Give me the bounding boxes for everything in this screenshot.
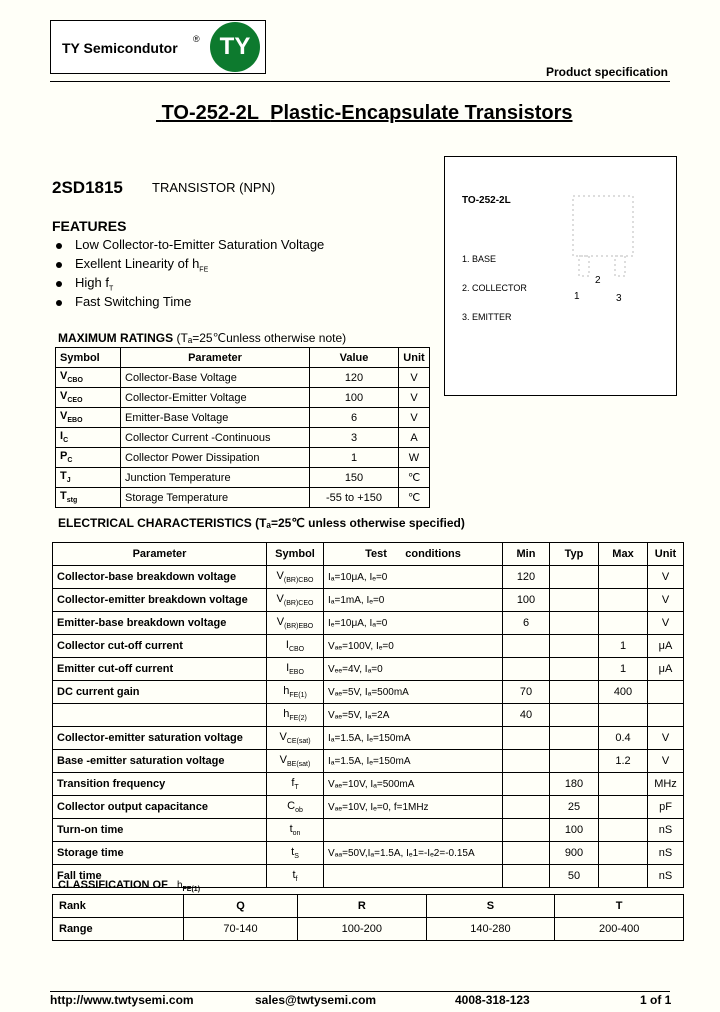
- max-ratings-heading: MAXIMUM RATINGS (Tₐ=25℃unless otherwise note): [58, 331, 347, 345]
- table-header-row: Symbol Parameter Value Unit: [56, 348, 430, 368]
- table-row: Emitter-base breakdown voltage $V_{(BR)EBO}$ Iₑ=10μA, Iₐ=0 6 V: [53, 612, 684, 635]
- table-row: $I_C$ Collector Current -Continuous 3 A: [56, 428, 430, 448]
- range-row: Range 70-140 100-200 140-280 200-400: [53, 918, 684, 941]
- part-number: 2SD1815: [52, 178, 123, 197]
- table-row: $V_{CBO}$ Collector-Base Voltage 120 V: [56, 368, 430, 388]
- package-box: [444, 156, 677, 396]
- footer-email[interactable]: sales@twtysemi.com: [255, 993, 377, 1007]
- page-title: [156, 102, 572, 125]
- feature-item: High $f_T$: [56, 275, 113, 293]
- pin-label: 2. COLLECTOR: [462, 283, 527, 293]
- features-heading: FEATURES: [52, 218, 127, 234]
- header-divider: [50, 81, 670, 82]
- table-row: Transition frequency $f_T$ Vₐₑ=10V, Iₐ=500mA 180 MHz: [53, 773, 684, 796]
- pin-number: 2: [595, 275, 601, 286]
- ty-logo-icon: TY: [210, 22, 260, 72]
- table-row: $T_J$ Junction Temperature 150 ℃: [56, 468, 430, 488]
- pin-label: 1. BASE: [462, 254, 497, 264]
- feature-item: Fast Switching Time: [56, 294, 191, 309]
- company-name: TY Semicondutor: [62, 40, 178, 56]
- rank-row: Rank Q R S T: [53, 895, 684, 918]
- table-row: $V_{CEO}$ Collector-Emitter Voltage 100 V: [56, 388, 430, 408]
- bullet-icon: [56, 300, 62, 306]
- table-header-row: Parameter Symbol Test conditions Min Typ Max Unit: [53, 543, 684, 566]
- table-row: Collector-emitter breakdown voltage $V_{(BR)CEO}$ Iₐ=1mA, Iₑ=0 100 V: [53, 589, 684, 612]
- table-row: DC current gain $h_{FE(1)}$ Vₐₑ=5V, Iₐ=500mA 70 400: [53, 681, 684, 704]
- table-row: $V_{EBO}$ Emitter-Base Voltage 6 V: [56, 408, 430, 428]
- table-row: Collector output capacitance $C_{ob}$ Vₐₑ=10V, Iₑ=0, f=1MHz 25 pF: [53, 796, 684, 819]
- pin-label: 3. EMITTER: [462, 312, 512, 322]
- registered-mark: ®: [193, 34, 200, 44]
- table-row: $h_{FE(2)}$ Vₐₑ=5V, Iₐ=2A 40: [53, 704, 684, 727]
- table-row: Emitter cut-off current $I_{EBO}$ Vₑₑ=4V, Iₐ=0 1 μA: [53, 658, 684, 681]
- table-row: Collector cut-off current $I_{CBO}$ Vₐₑ=100V, Iₑ=0 1 μA: [53, 635, 684, 658]
- transistor-package-icon: [565, 190, 640, 285]
- table-row: Base -emitter saturation voltage $V_{BE(sat)}$ Iₐ=1.5A, Iₑ=150mA 1.2 V: [53, 750, 684, 773]
- page-number: 1 of 1: [640, 993, 672, 1007]
- pin-number: 1: [574, 291, 580, 302]
- classification-table: [52, 894, 684, 941]
- table-row: Fall time $t_f$ 50 nS: [53, 865, 684, 888]
- electrical-heading: ELECTRICAL CHARACTERISTICS (Tₐ=25℃ unless otherwise specified): [58, 516, 465, 530]
- table-row: $P_C$ Collector Power Dissipation 1 W: [56, 448, 430, 468]
- max-ratings-table: [55, 347, 430, 508]
- title-description: Plastic-Encapsulate Transistors: [270, 102, 573, 124]
- table-row: $T_{stg}$ Storage Temperature -55 to +150 ℃: [56, 488, 430, 508]
- table-row: Collector-emitter saturation voltage $V_{CE(sat)}$ Iₐ=1.5A, Iₑ=150mA 0.4 V: [53, 727, 684, 750]
- footer-phone: 4008-318-123: [455, 993, 530, 1007]
- package-name: TO-252-2L: [462, 195, 511, 206]
- title-package: TO-252-2L: [161, 102, 260, 124]
- feature-item: Low Collector-to-Emitter Saturation Voltage: [56, 237, 324, 252]
- product-spec-label: Product specification: [545, 65, 668, 79]
- footer-url[interactable]: http://www.twtysemi.com: [50, 993, 194, 1007]
- bullet-icon: [56, 262, 62, 268]
- classification-heading: CLASSIFICATION OF $h_{FE(1)}$: [58, 879, 201, 894]
- footer-divider: [50, 991, 670, 992]
- feature-item: Exellent Linearity of $h_{FE}$: [56, 256, 208, 274]
- table-row: Turn-on time $t_{on}$ 100 nS: [53, 819, 684, 842]
- bullet-icon: [56, 243, 62, 249]
- pin-number: 3: [616, 293, 622, 304]
- table-row: Storage time $t_S$ Vₐₐ=50V,Iₐ=1.5A, Iₑ1=-Iₑ2=-0.15A 900 nS: [53, 842, 684, 865]
- part-type: TRANSISTOR (NPN): [152, 180, 276, 195]
- table-row: Collector-base breakdown voltage $V_{(BR)CBO}$ Iₐ=10μA, Iₑ=0 120 V: [53, 566, 684, 589]
- bullet-icon: [56, 281, 62, 287]
- electrical-table: [52, 542, 684, 888]
